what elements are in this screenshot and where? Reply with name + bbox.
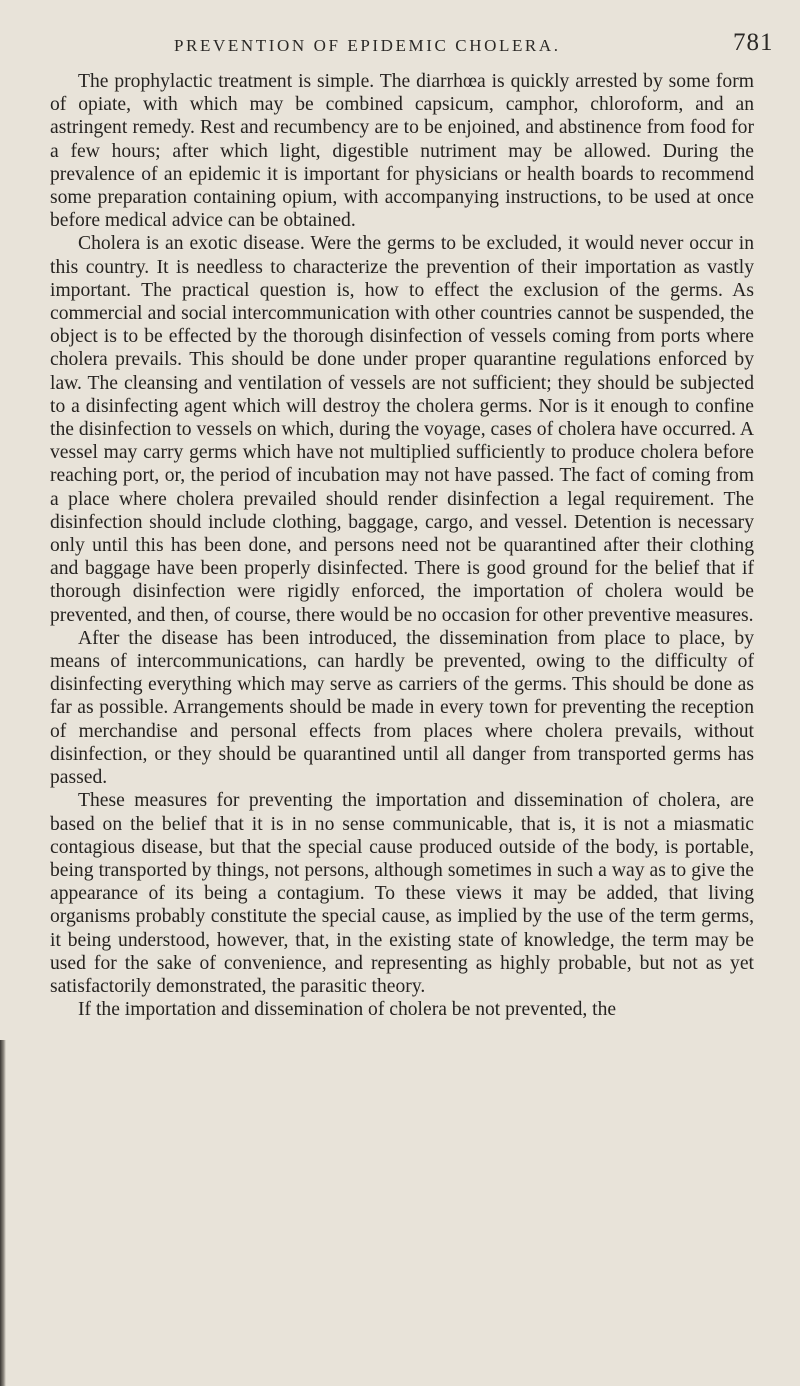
paragraph: These measures for preventing the importation and dissemination of cholera, are based on the belief that it is in no sense communicable, that is, it is not a miasmatic contagious disease, but that the special cause produced outside of the body, is portable, being transported by things, not persons, although sometimes in such a way as to give the appearance of its being a contagium. To these views it may be added, that living organisms probably constitute the special cause, as implied by the use of the term germs, it being understood, however, that, in the existing state of knowledge, the term may be used for the sake of convenience, and representing as highly probable, but not as yet satisfactorily demonstrated, the parasitic theory. xyxy=(50,790,754,997)
binding-shadow xyxy=(0,1040,6,1386)
paragraph: The prophylactic treatment is simple. The diarrhœa is quickly arrested by some form of opiate, with which may be combined capsicum, camphor, chloroform, and an astringent remedy. Rest and recumbency are to be enjoined, and abstinence from food for a few hours; after which light, digestible nutriment may be allowed. During the prevalence of an epidemic it is important for physicians or health boards to recommend some preparation containing opium, with accompanying instructions, to be used at once before medical advice can be obtained. xyxy=(50,71,754,232)
page-header xyxy=(0,14,800,54)
body-text xyxy=(50,70,754,1021)
paragraph: If the importation and dissemination of cholera be not prevented, the xyxy=(78,999,617,1021)
paragraph: Cholera is an exotic disease. Were the germs to be excluded, it would never occur in this country. It is needless to characterize the prevention of their importation as vastly important. The practical question is, how to effect the exclusion of the germs. As commercial and social intercommunication with other countries cannot be suspended, the object is to be effected by the thorough disinfection of vessels coming from ports where cholera prevails. This should be done under proper quarantine regulations enforced by law. The cleansing and ventilation of vessels are not sufficient; they should be subjected to a disinfecting agent which will destroy the cholera germs. Nor is it enough to confine the disinfection to vessels on which, during the voyage, cases of cholera have occurred. A vessel may carry germs which have not multiplied sufficiently to produce cholera before reaching port, or, the period of incubation may not have passed. The fact of coming from a place where cholera prevailed should render disinfection a legal requirement. The disinfection should include clothing, baggage, cargo, and vessel. Detention is necessary only until this has been done, and persons need not be quarantined after their clothing and baggage have been properly disinfected. There is good ground for the belief that if thorough disinfection were rigidly enforced, the importation of cholera would be prevented, and then, of course, there would be no occasion for other preventive measures. xyxy=(50,233,754,626)
running-head: PREVENTION OF EPIDEMIC CHOLERA. xyxy=(174,36,561,55)
page-number: 781 xyxy=(733,29,774,56)
paragraph: After the disease has been introduced, the dissemination from place to place, by means of intercommunications, can hardly be prevented, owing to the difficulty of disinfecting everything which may serve as carriers of the germs. This should be done as far as possible. Arrangements should be made in every town for preventing the reception of merchandise and personal effects from places where cholera prevails, without disinfection, or they should be quarantined until all danger from transported germs has passed. xyxy=(50,627,754,789)
